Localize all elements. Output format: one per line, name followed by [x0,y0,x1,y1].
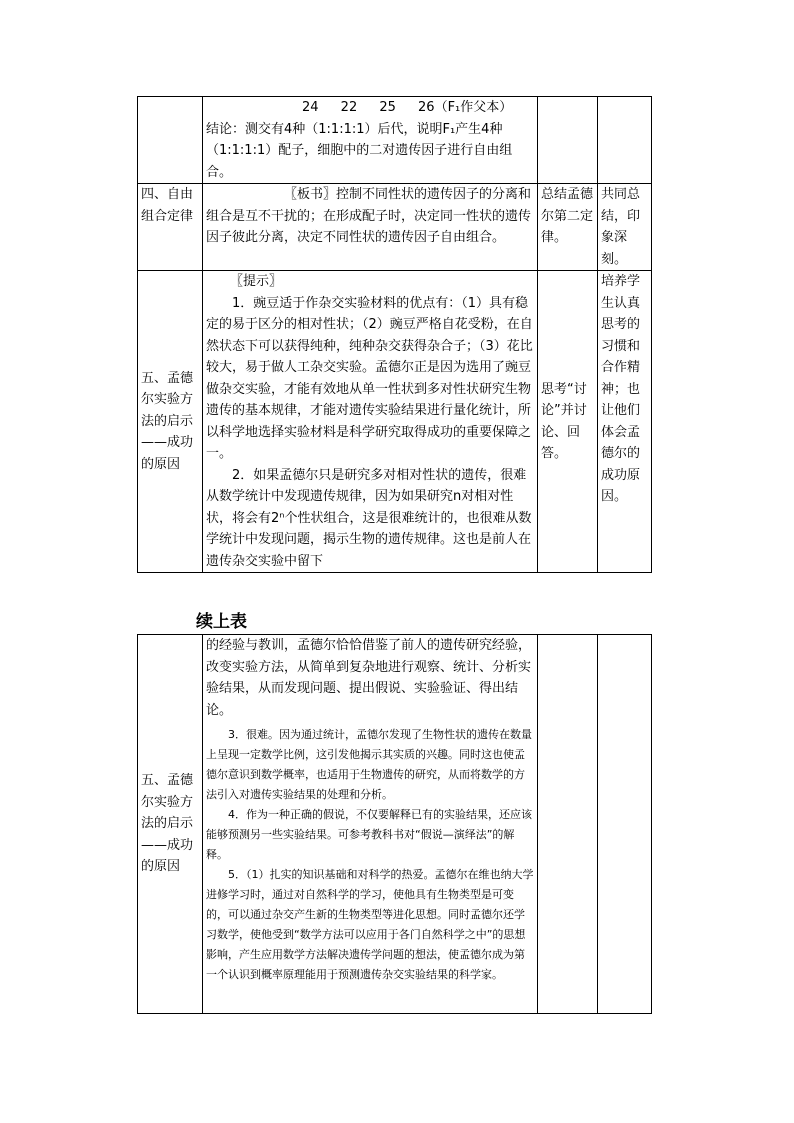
row3-student-cell [538,271,598,573]
row1-student-cell [538,97,598,184]
row2-student: 总结孟德尔第二定律。 [541,187,594,245]
row2-purpose: 共同总结，印象深刻。 [601,187,641,267]
test-cross-counts: 24 22 25 26（F₁作父本） [302,100,513,115]
hint-title: 〖提示〗 [230,274,283,289]
row2-topic-cell [138,184,203,271]
hint-paragraph-2: 2．如果孟德尔只是研究多对相对性状的遗传，很难从数学统计中发现遗传规律，因为如果研究n对相对性状，将会有2ⁿ个性状组合，这是很难统计的，也很难从数学统计中发现问题，揭示生物的遗传规律。这也是前人在遗传杂交实验中留下 [206,467,532,569]
row1-topic-cell [138,97,203,184]
board-note: 〖板书〗控制不同性状的遗传因子的分离和组合是互不干扰的；在形成配子时，决定同一性状的遗传因子彼此分离，决定不同性状的遗传因子自由组合。 [206,187,532,245]
t2-content-cell [203,635,538,1014]
row3-topic-cell [138,271,203,573]
answer-3: 3．很难。因为通过统计，孟德尔发现了生物性状的遗传在数量上呈现一定数学比例，这引发他揭示其实质的兴趣。同时这也使孟德尔意识到数学概率，也适用于生物遗传的研究，从而将数学的方法引入对遗传实验结果的处理和分析。 [206,728,532,801]
row1-purpose-cell [598,97,652,184]
t2-topic-cell [138,635,203,1014]
row3-purpose-cell [598,271,652,573]
t2-topic: 五、孟德尔实验方法的启示——成功的原因 [141,773,194,875]
lesson-table-1 [137,96,652,573]
t2-purpose-cell [598,635,652,1014]
continued-table-title: 续上表 [196,612,247,632]
row3-purpose: 培养学生认真思考的习惯和合作精神；也让他们体会孟德尔的成功原因。 [601,274,641,504]
row2-purpose-cell [598,184,652,271]
answer-4: 4．作为一种正确的假说，不仅要解释已有的实验结果，还应该能够预测另一些实验结果。可参考教科书对“假说—演绎法”的解释。 [206,808,532,861]
continued-paragraph: 的经验与教训，孟德尔恰恰借鉴了前人的遗传研究经验，改变实验方法，从简单到复杂地进行观察、统计、分析实验结果，从而发现问题、提出假说、实验验证、得出结论。 [206,638,532,718]
row2-content-cell [203,184,538,271]
t2-student-cell [538,635,598,1014]
row3-topic: 五、孟德尔实验方法的启示——成功的原因 [141,370,194,472]
row3-student: 思考“讨论”并讨论、回答。 [541,381,587,461]
answer-5: 5．（1）扎实的知识基础和对科学的热爱。孟德尔在维也纳大学进修学习时，通过对自然科学的学习，使他具有生物类型是可变的，可以通过杂交产生新的生物类型等进化思想。同时孟德尔还学习数学，使他受到“数学方法可以应用于各门自然科学之中”的思想影响，产生应用数学方法解决遗传学问题的想法，使孟德尔成为第一个认识到概率原理能用于预测遗传杂交实验结果的科学家。 [206,868,534,981]
row3-content-cell [203,271,538,573]
row2-student-cell [538,184,598,271]
row1-content-cell [203,97,538,184]
test-cross-conclusion: 结论：测交有4种（1:1:1:1）后代，说明F₁产生4种（1:1:1:1）配子，细胞中的二对遗传因子进行自由组合。 [206,121,513,180]
hint-paragraph-1: 1．豌豆适于作杂交实验材料的优点有：（1）具有稳定的易于区分的相对性状；（2）豌豆严格自花受粉，在自然状态下可以获得纯种，纯种杂交获得杂合子；（3）花比较大，易于做人工杂交实验。孟德尔正是因为选用了豌豆做杂交实验，才能有效地从单一性状到多对性状研究生物遗传的基本规律，才能对遗传实验结果进行量化统计，所以科学地选择实验材料是科学研究取得成功的重要保障之一。 [206,295,533,461]
row2-topic: 四、自由组合定律 [141,187,194,224]
lesson-table-2 [137,634,652,1014]
